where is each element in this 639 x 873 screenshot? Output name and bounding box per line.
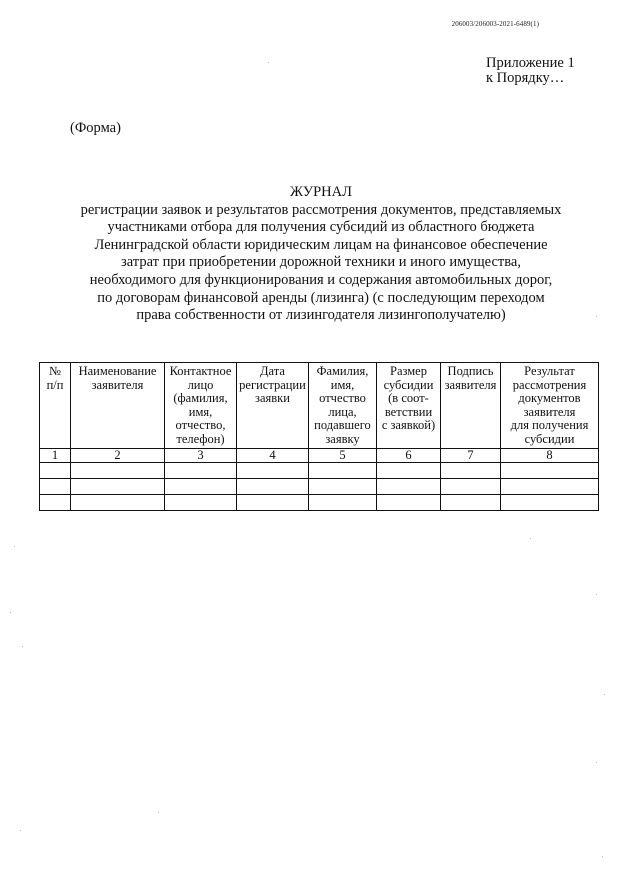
header-text: Размер: [390, 364, 427, 378]
header-cell-submitter-name: [309, 363, 377, 449]
scan-speck: [10, 612, 11, 613]
appendix-line-2: к Порядку…: [486, 70, 565, 86]
empty-cell: [309, 463, 377, 479]
table-row: [40, 479, 599, 495]
empty-cell: [441, 495, 501, 511]
empty-cell: [377, 479, 441, 495]
table-header-row: [40, 363, 599, 449]
journal-heading: ЖУРНАЛ: [290, 184, 352, 200]
header-text: №: [49, 364, 61, 378]
title-line: по договорам финансовой аренды (лизинга) (с последующим переходом: [97, 289, 545, 306]
scan-speck: [22, 646, 23, 647]
header-text: субсидии: [383, 377, 434, 392]
scan-speck: [20, 830, 21, 831]
header-text: регистрации: [239, 377, 306, 392]
header-text: заявителя: [444, 377, 497, 392]
column-number-row: [40, 448, 599, 463]
empty-cell: [237, 479, 309, 495]
header-text: имя,: [330, 377, 355, 392]
form-label: (Форма): [70, 120, 121, 136]
title-line: Ленинградской области юридическим лицам на финансовое обеспечение: [94, 236, 548, 253]
header-text: заявителя: [91, 377, 144, 392]
table-row: [40, 463, 599, 479]
empty-cell: [309, 479, 377, 495]
empty-cell: [309, 495, 377, 511]
header-text: Подпись: [447, 364, 494, 378]
scan-speck: [158, 812, 159, 813]
empty-cell: [501, 463, 599, 479]
empty-cell: [40, 463, 71, 479]
title-line: участниками отбора для получения субсидий из областного бюджета: [107, 219, 535, 236]
header-text: Наименование: [78, 364, 157, 378]
title-line: затрат при приобретении дорожной техники и иного имущества,: [121, 254, 521, 271]
appendix-line-1: Приложение 1: [486, 55, 575, 71]
header-text: ветствии: [384, 404, 433, 419]
registration-journal-table: [39, 362, 599, 511]
column-number-cell: 2: [71, 448, 165, 463]
empty-cell: [377, 463, 441, 479]
empty-cell: [40, 479, 71, 495]
table-row: [40, 495, 599, 511]
scan-speck: [14, 546, 15, 547]
header-cell-review-result: [501, 363, 599, 449]
header-text: Контактное: [169, 364, 232, 378]
empty-cell: [40, 495, 71, 511]
empty-cell: [165, 495, 237, 511]
empty-cell: [71, 463, 165, 479]
empty-cell: [501, 479, 599, 495]
header-cell-applicant-signature: [441, 363, 501, 449]
column-number-cell: 6: [377, 448, 441, 463]
empty-cell: [377, 495, 441, 511]
header-text: с заявкой): [381, 418, 436, 433]
scan-speck: [596, 594, 597, 595]
scan-speck: [268, 62, 269, 63]
empty-cell: [441, 479, 501, 495]
scan-speck: [530, 538, 531, 539]
column-number-cell: 7: [441, 448, 501, 463]
empty-cell: [237, 463, 309, 479]
header-cell-registration-date: [237, 363, 309, 449]
empty-cell: [71, 495, 165, 511]
column-number-cell: 4: [237, 448, 309, 463]
header-text: имя,: [188, 404, 213, 419]
header-cell-contact-person: [165, 363, 237, 449]
appendix-reference: [486, 56, 575, 86]
header-text: лицо: [187, 377, 214, 392]
title-line: права собственности от лизингодателя лизингополучателю): [136, 307, 506, 324]
scan-speck: [596, 762, 597, 763]
header-text: заявителя: [523, 404, 576, 419]
scan-speck: [602, 856, 603, 857]
column-number-cell: 3: [165, 448, 237, 463]
header-text: Фамилия,: [316, 364, 369, 378]
header-text: (фамилия,: [173, 391, 228, 406]
empty-cell: [71, 479, 165, 495]
scan-speck: [596, 316, 597, 317]
header-text: документов: [518, 391, 581, 406]
empty-cell: [501, 495, 599, 511]
header-text: (в соот-: [388, 391, 429, 406]
header-cell-subsidy-amount: [377, 363, 441, 449]
header-text: для получения: [510, 418, 589, 433]
header-text: рассмотрения: [512, 377, 587, 392]
header-text: п/п: [46, 377, 64, 392]
header-text: телефон): [176, 431, 225, 446]
column-number-cell: 5: [309, 448, 377, 463]
empty-cell: [441, 463, 501, 479]
title-line: регистрации заявок и результатов рассмотрения документов, представляемых: [80, 201, 562, 218]
header-text: отчество,: [175, 418, 226, 433]
header-text: заявки: [255, 391, 290, 406]
empty-cell: [165, 463, 237, 479]
header-cell-number: [40, 363, 71, 449]
header-text: подавшего: [314, 418, 371, 433]
header-text: лица,: [328, 404, 357, 419]
empty-cell: [237, 495, 309, 511]
column-number-cell: 8: [501, 448, 599, 463]
header-text: заявку: [325, 431, 360, 446]
title-line: необходимого для функционирования и содержания автомобильных дорог,: [89, 271, 553, 288]
journal-title: [40, 184, 602, 325]
header-text: Дата: [260, 364, 285, 378]
header-cell-applicant-name: [71, 363, 165, 449]
header-text: Результат: [524, 364, 575, 378]
empty-cell: [165, 479, 237, 495]
header-text: субсидии: [524, 431, 575, 446]
header-text: отчество: [319, 391, 366, 406]
column-number-cell: 1: [40, 448, 71, 463]
document-id: 206003/206003-2021-6489(1): [451, 20, 539, 28]
scan-speck: [604, 694, 605, 695]
